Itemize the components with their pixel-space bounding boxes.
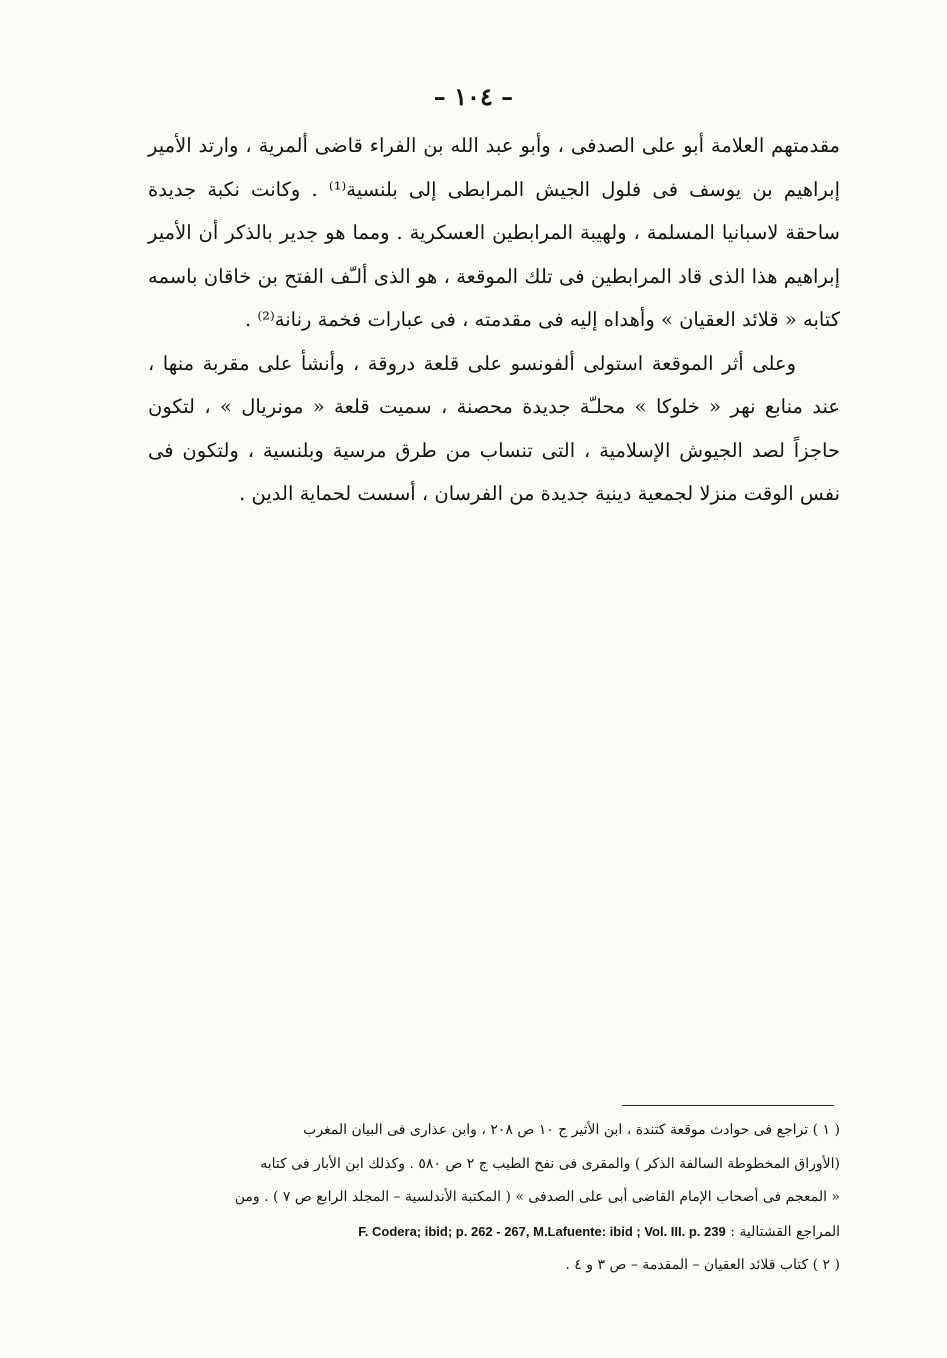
footnote-1-line-4 (146, 1215, 840, 1250)
footnote-1-line-3: « المعجم فى أصحاب الإمام القاضى أبى على الصدفى » ( المكتبة الأندلسية – المجلد الرابع ص ٧ ) . ومن (234, 1189, 840, 1205)
footnotes (146, 1114, 840, 1283)
footnote-divider (622, 1105, 834, 1106)
footnote-1-line-1: ( ١ ) تراجع فى حوادث موقعة كتندة ، ابن الأثير ج ١٠ ص ٢٠٨ ، وابن عذارى فى البيان المغرب (303, 1122, 840, 1138)
footnote-arabic-sources-label: المراجع القشتالية : (730, 1223, 840, 1240)
footnote-2: ( ٢ ) كتاب قلائد العقيان – المقدمة – ص ٣ و ٤ . (565, 1257, 840, 1273)
page-number: – ١٠٤ – (433, 82, 514, 111)
footnote-latin-citation: F. Codera; ibid; p. 262 - 267, M.Lafuente: ibid ; Vol. III. p. 239 (358, 1223, 726, 1239)
main-text (148, 124, 840, 516)
paragraph-2: وعلى أثر الموقعة استولى ألفونسو على قلعة دروقة ، وأنشأ على مقربة منها ، عند منابع نهر « خلوكا » محلـّة جديدة محصنة ، سميت قلعة « مونريال » ، لتكون حاجزاً لصد الجيوش الإسلامية ، التى تنساب من طرق مرسية وبلنسية ، ولتكون فى نفس الوقت منزلا لجمعية دينية جديدة من الفرسان ، أسست لحماية الدين . (148, 351, 840, 505)
paragraph-1: مقدمتهم العلامة أبو على الصدفى ، وأبو عبد الله بن الفراء قاضى ألمرية ، وارتد الأمير إبراهيم بن يوسف فى فلول الجيش المرابطى إلى بلنسية⁽¹⁾ . وكانت نكبة جديدة ساحقة لاسبانيا المسلمة ، ولهيبة المرابطين العسكرية . ومما هو جدير بالذكر أن الأمير إبراهيم هذا الذى قاد المرابطين فى تلك الموقعة ، هو الذى ألـّف الفتح بن خاقان باسمه كتابه « قلائد العقيان » وأهداه إليه فى مقدمته ، فى عبارات فخمة رنانة⁽²⁾ . (148, 134, 841, 331)
footnote-1-line-2: (الأوراق المخطوطة السالفة الذكر ) والمقرى فى نفح الطيب ج ٢ ص ٥٨٠ . وكذلك ابن الأبار فى كتابه (260, 1155, 840, 1172)
